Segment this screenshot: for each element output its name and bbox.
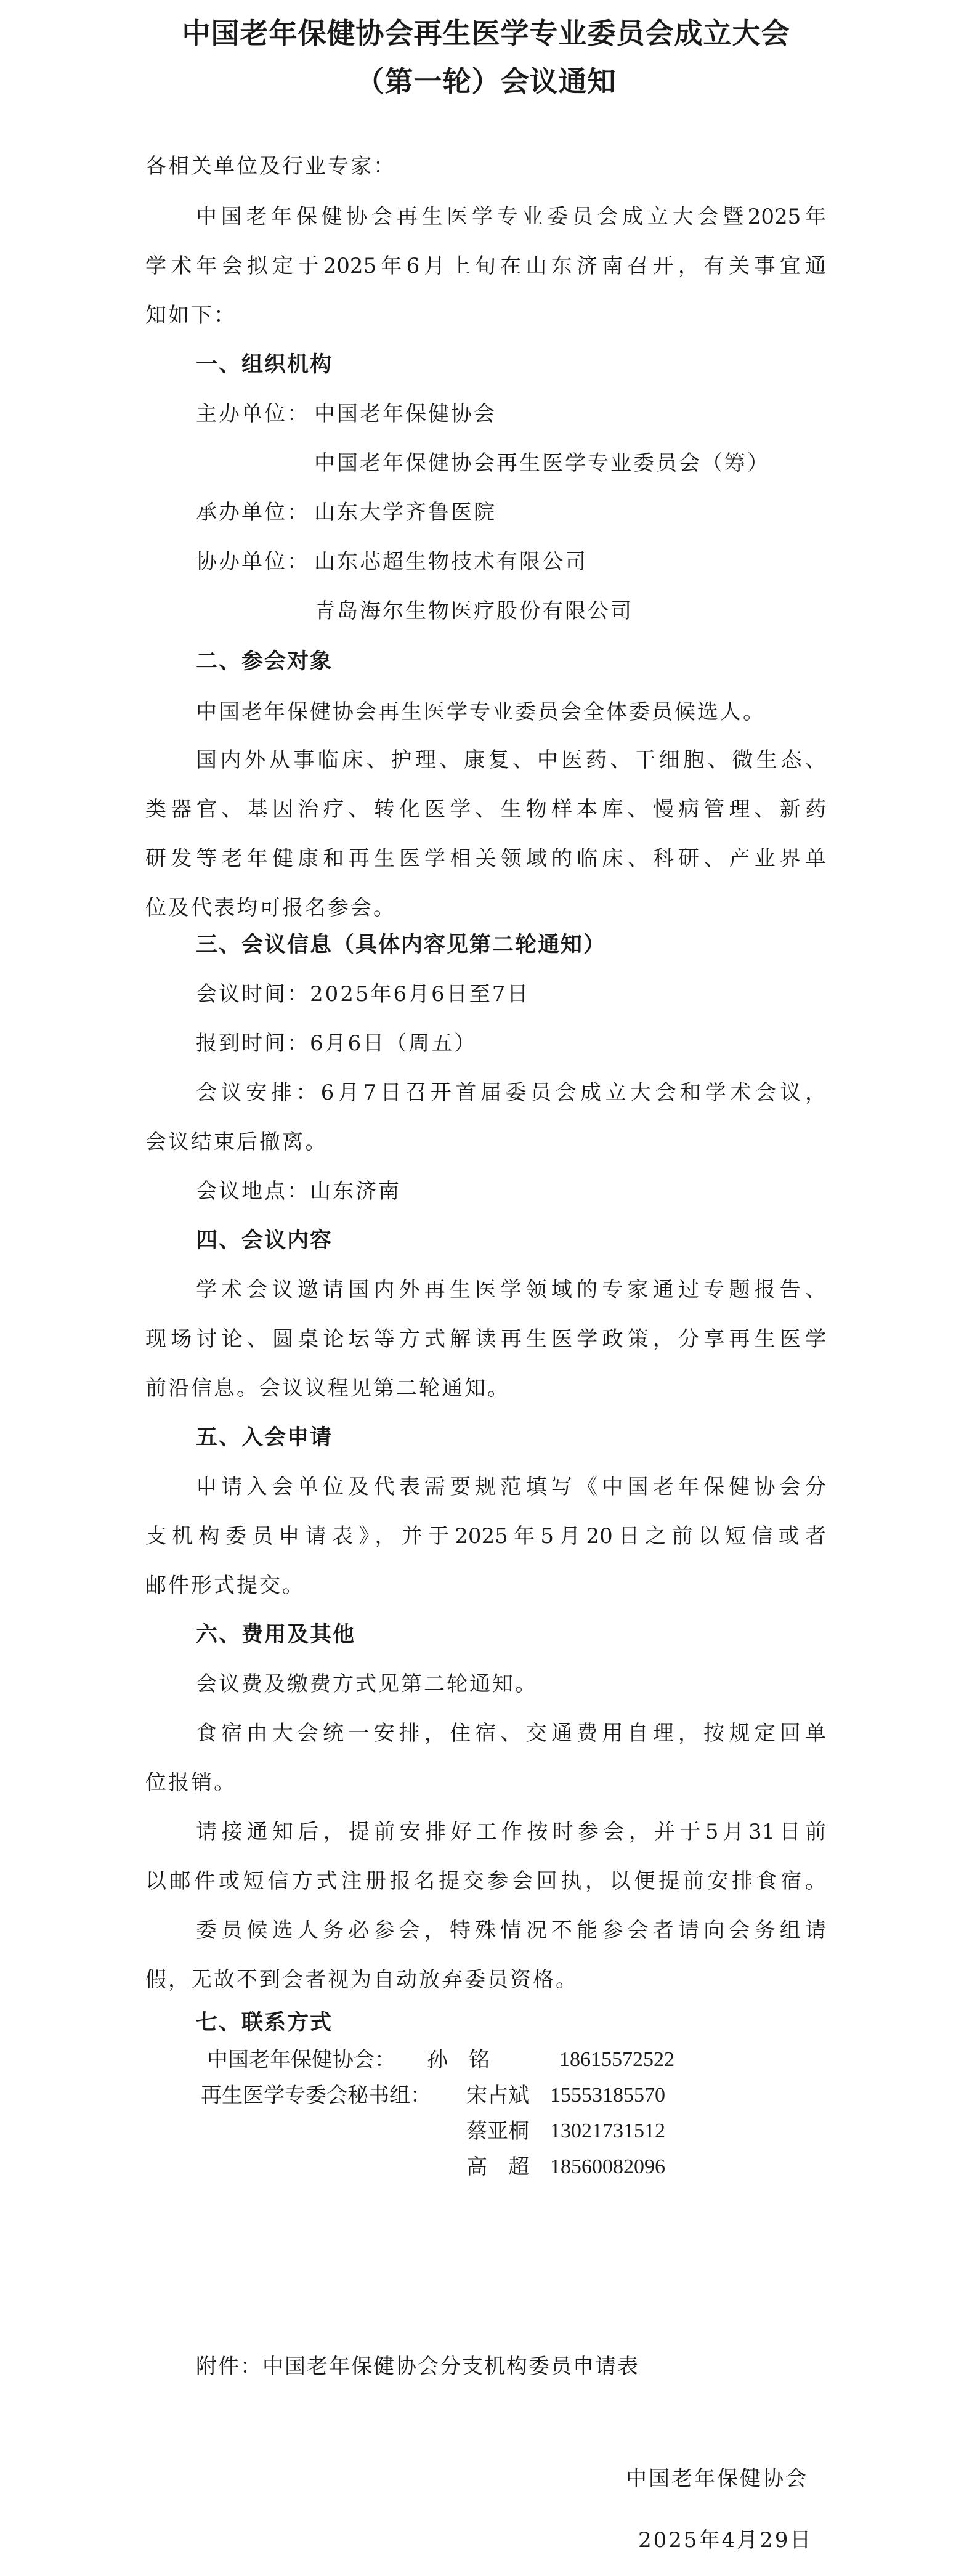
- host-org2: 中国老年保健协会再生医学专业委员会（筹）: [314, 451, 770, 476]
- contact-org1: 中国老年保健协会：: [207, 2047, 395, 2072]
- meeting-place: 会议地点：山东济南: [196, 1179, 401, 1204]
- organizer-org: 山东大学齐鲁医院: [314, 500, 496, 525]
- section4-heading: 四、会议内容: [196, 1228, 333, 1253]
- section2-para1: 中国老年保健协会再生医学专业委员会全体委员候选人。: [196, 700, 766, 724]
- registration-time: 报到时间：6月6日（周五）: [196, 1031, 477, 1056]
- salutation: 各相关单位及行业专家：: [145, 154, 396, 179]
- host-label: 主办单位：: [196, 402, 310, 426]
- section2-para2-line1: 国内外从事临床、护理、康复、中医药、干细胞、微生态、: [196, 748, 826, 772]
- section5-heading: 五、入会申请: [196, 1425, 333, 1450]
- section3-heading: 三、会议信息（具体内容见第二轮通知）: [196, 932, 607, 957]
- contact-phone1: 18615572522: [559, 2048, 674, 2071]
- intro-line3: 知如下：: [145, 303, 237, 328]
- section1-heading: 一、组织机构: [196, 352, 333, 377]
- host-org1: 中国老年保健协会: [314, 402, 496, 426]
- intro-line1: 中国老年保健协会再生医学专业委员会成立大会暨2025年: [196, 205, 826, 229]
- contact-name1: 孙 铭: [427, 2047, 490, 2072]
- contact-org2: 再生医学专委会秘书组：: [201, 2083, 431, 2108]
- section6-para4-line1: 委员候选人务必参会，特殊情况不能参会者请向会务组请: [196, 1918, 826, 1943]
- contact-name2: 宋占斌: [466, 2083, 529, 2108]
- organizer-label: 承办单位：: [196, 500, 310, 525]
- section5-line3: 邮件形式提交。: [145, 1573, 305, 1598]
- co-organizer-org2: 青岛海尔生物医疗股份有限公司: [314, 599, 633, 623]
- section6-para2-line1: 食宿由大会统一安排，住宿、交通费用自理，按规定回单: [196, 1721, 826, 1746]
- co-organizer-org1: 山东芯超生物技术有限公司: [314, 549, 588, 574]
- section2-para2-line3: 研发等老年健康和再生医学相关领域的临床、科研、产业界单: [145, 846, 826, 871]
- contact-name4: 高 超: [466, 2155, 529, 2179]
- section2-para2-line2: 类器官、基因治疗、转化医学、生物样本库、慢病管理、新药: [145, 797, 826, 822]
- section4-line3: 前沿信息。会议议程见第二轮通知。: [145, 1376, 510, 1401]
- contact-phone2: 15553185570: [550, 2084, 665, 2107]
- section6-heading: 六、费用及其他: [196, 1622, 356, 1647]
- section4-line2: 现场讨论、圆桌论坛等方式解读再生医学政策，分享再生医学: [145, 1327, 826, 1351]
- intro-line2: 学术年会拟定于2025年6月上旬在山东济南召开，有关事宜通: [145, 254, 826, 278]
- meeting-arrangement-line2: 会议结束后撤离。: [145, 1130, 328, 1154]
- section6-para1: 会议费及缴费方式见第二轮通知。: [196, 1672, 538, 1696]
- section2-heading: 二、参会对象: [196, 649, 333, 674]
- section4-line1: 学术会议邀请国内外再生医学领域的专家通过专题报告、: [196, 1278, 826, 1302]
- section6-para2-line2: 位报销。: [145, 1770, 237, 1795]
- section7-heading: 七、联系方式: [196, 2010, 333, 2035]
- contact-name3: 蔡亚桐: [466, 2119, 529, 2144]
- attachment-note: 附件：中国老年保健协会分支机构委员申请表: [196, 2354, 639, 2379]
- document-title-line1: 中国老年保健协会再生医学专业委员会成立大会: [182, 17, 790, 50]
- meeting-time: 会议时间：2025年6月6日至7日: [196, 982, 530, 1007]
- meeting-arrangement-line1: 会议安排：6月7日召开首届委员会成立大会和学术会议，: [196, 1080, 826, 1105]
- co-organizer-label: 协办单位：: [196, 549, 310, 574]
- section6-para3-line2: 以邮件或短信方式注册报名提交参会回执，以便提前安排食宿。: [145, 1869, 826, 1894]
- section6-para4-line2: 假，无故不到会者视为自动放弃委员资格。: [145, 1967, 578, 1992]
- section5-line1: 申请入会单位及代表需要规范填写《中国老年保健协会分: [196, 1475, 826, 1499]
- section5-line2: 支机构委员申请表》，并于2025年5月20日之前以短信或者: [145, 1524, 826, 1549]
- section2-para2-line4: 位及代表均可报名参会。: [145, 896, 396, 920]
- section6-para3-line1: 请接通知后，提前安排好工作按时参会，并于5月31日前: [196, 1820, 826, 1844]
- document-title-line2: （第一轮）会议通知: [355, 65, 617, 98]
- contact-phone4: 18560082096: [550, 2155, 665, 2178]
- signature-date: 2025年4月29日: [638, 2528, 813, 2553]
- contact-phone3: 13021731512: [550, 2120, 665, 2142]
- signature-org: 中国老年保健协会: [626, 2466, 808, 2491]
